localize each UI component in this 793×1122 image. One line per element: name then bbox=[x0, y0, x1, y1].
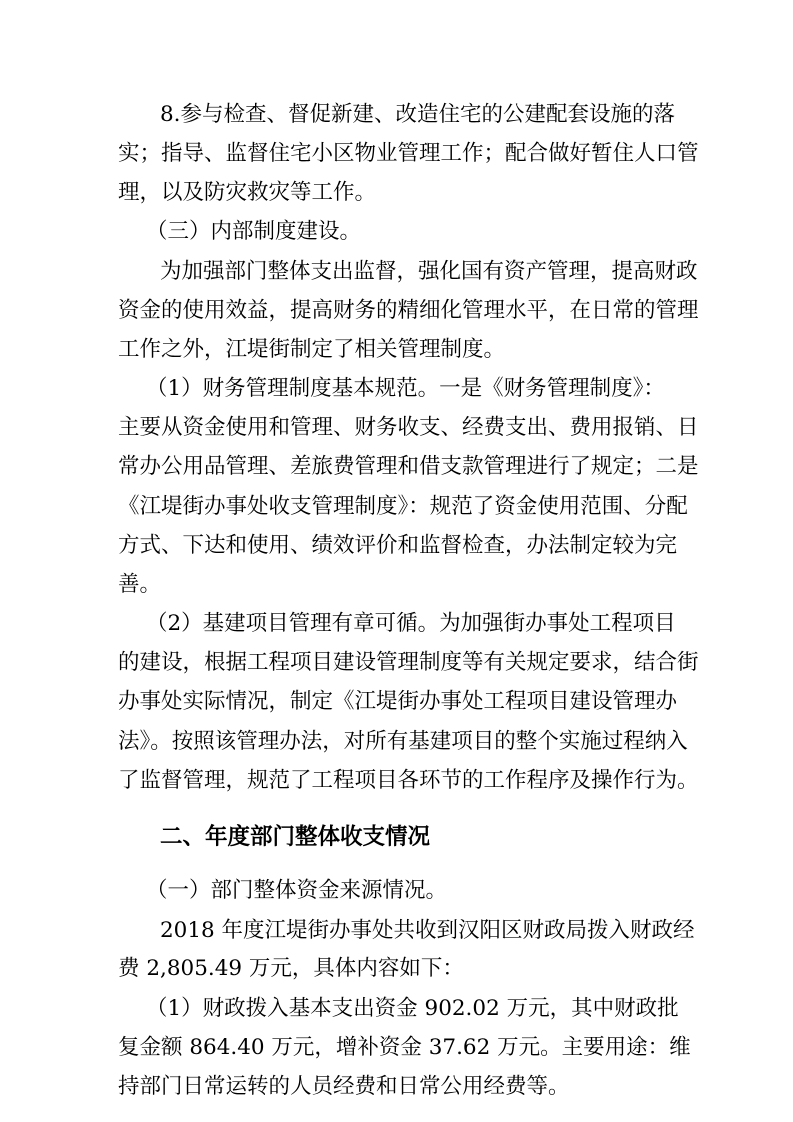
paragraph-line: 2018 年度江堤街办事处共收到汉阳区财政局拨入财政经 bbox=[160, 918, 695, 943]
paragraph-line: 善。 bbox=[118, 572, 162, 597]
paragraph-line: 方式、下达和使用、绩效评价和监督检查，办法制定较为完 bbox=[118, 533, 678, 558]
paragraph-line: （1）财务管理制度基本规范。一是《财务管理制度》： bbox=[146, 376, 665, 401]
paragraph-line: 常办公用品管理、差旅费管理和借支款管理进行了规定；二是 bbox=[118, 454, 699, 479]
section-subheading: （一）部门整体资金来源情况。 bbox=[146, 878, 448, 903]
paragraph-line: 的建设，根据工程项目建设管理制度等有关规定要求，结合街 bbox=[118, 650, 699, 675]
paragraph-line: 理，以及防灾救灾等工作。 bbox=[118, 180, 377, 205]
paragraph-line: （2）基建项目管理有章可循。为加强街办事处工程项目 bbox=[146, 611, 676, 636]
paragraph-line: 办事处实际情况，制定《江堤街办事处工程项目建设管理办 bbox=[118, 689, 678, 714]
section-subheading: （三）内部制度建设。 bbox=[146, 219, 362, 244]
paragraph-line: 复金额 864.40 万元，增补资金 37.62 万元。主要用途：维 bbox=[118, 1035, 691, 1060]
paragraph-line: 8.参与检查、督促新建、改造住宅的公建配套设施的落 bbox=[160, 102, 676, 127]
section-heading: 二、年度部门整体收支情况 bbox=[160, 824, 431, 850]
paragraph-line: 实；指导、监督住宅小区物业管理工作；配合做好暂住人口管 bbox=[118, 141, 699, 166]
paragraph-line: 费 2,805.49 万元，具体内容如下： bbox=[118, 956, 464, 981]
paragraph-line: 资金的使用效益，提高财务的精细化管理水平，在日常的管理 bbox=[118, 298, 699, 323]
paragraph-line: 工作之外，江堤街制定了相关管理制度。 bbox=[118, 337, 506, 362]
paragraph-line: 主要从资金使用和管理、财务收支、经费支出、费用报销、日 bbox=[118, 415, 699, 440]
paragraph-line: （1）财政拨入基本支出资金 902.02 万元，其中财政批 bbox=[146, 996, 679, 1021]
paragraph-line: 持部门日常运转的人员经费和日常公用经费等。 bbox=[118, 1074, 570, 1099]
paragraph-line: 《江堤街办事处收支管理制度》：规范了资金使用范围、分配 bbox=[118, 494, 688, 519]
paragraph-line: 了监督管理，规范了工程项目各环节的工作程序及操作行为。 bbox=[118, 768, 699, 793]
paragraph-line: 为加强部门整体支出监督，强化国有资产管理，提高财政 bbox=[160, 259, 698, 284]
paragraph-line: 法》。按照该管理办法，对所有基建项目的整个实施过程纳入 bbox=[118, 729, 688, 754]
